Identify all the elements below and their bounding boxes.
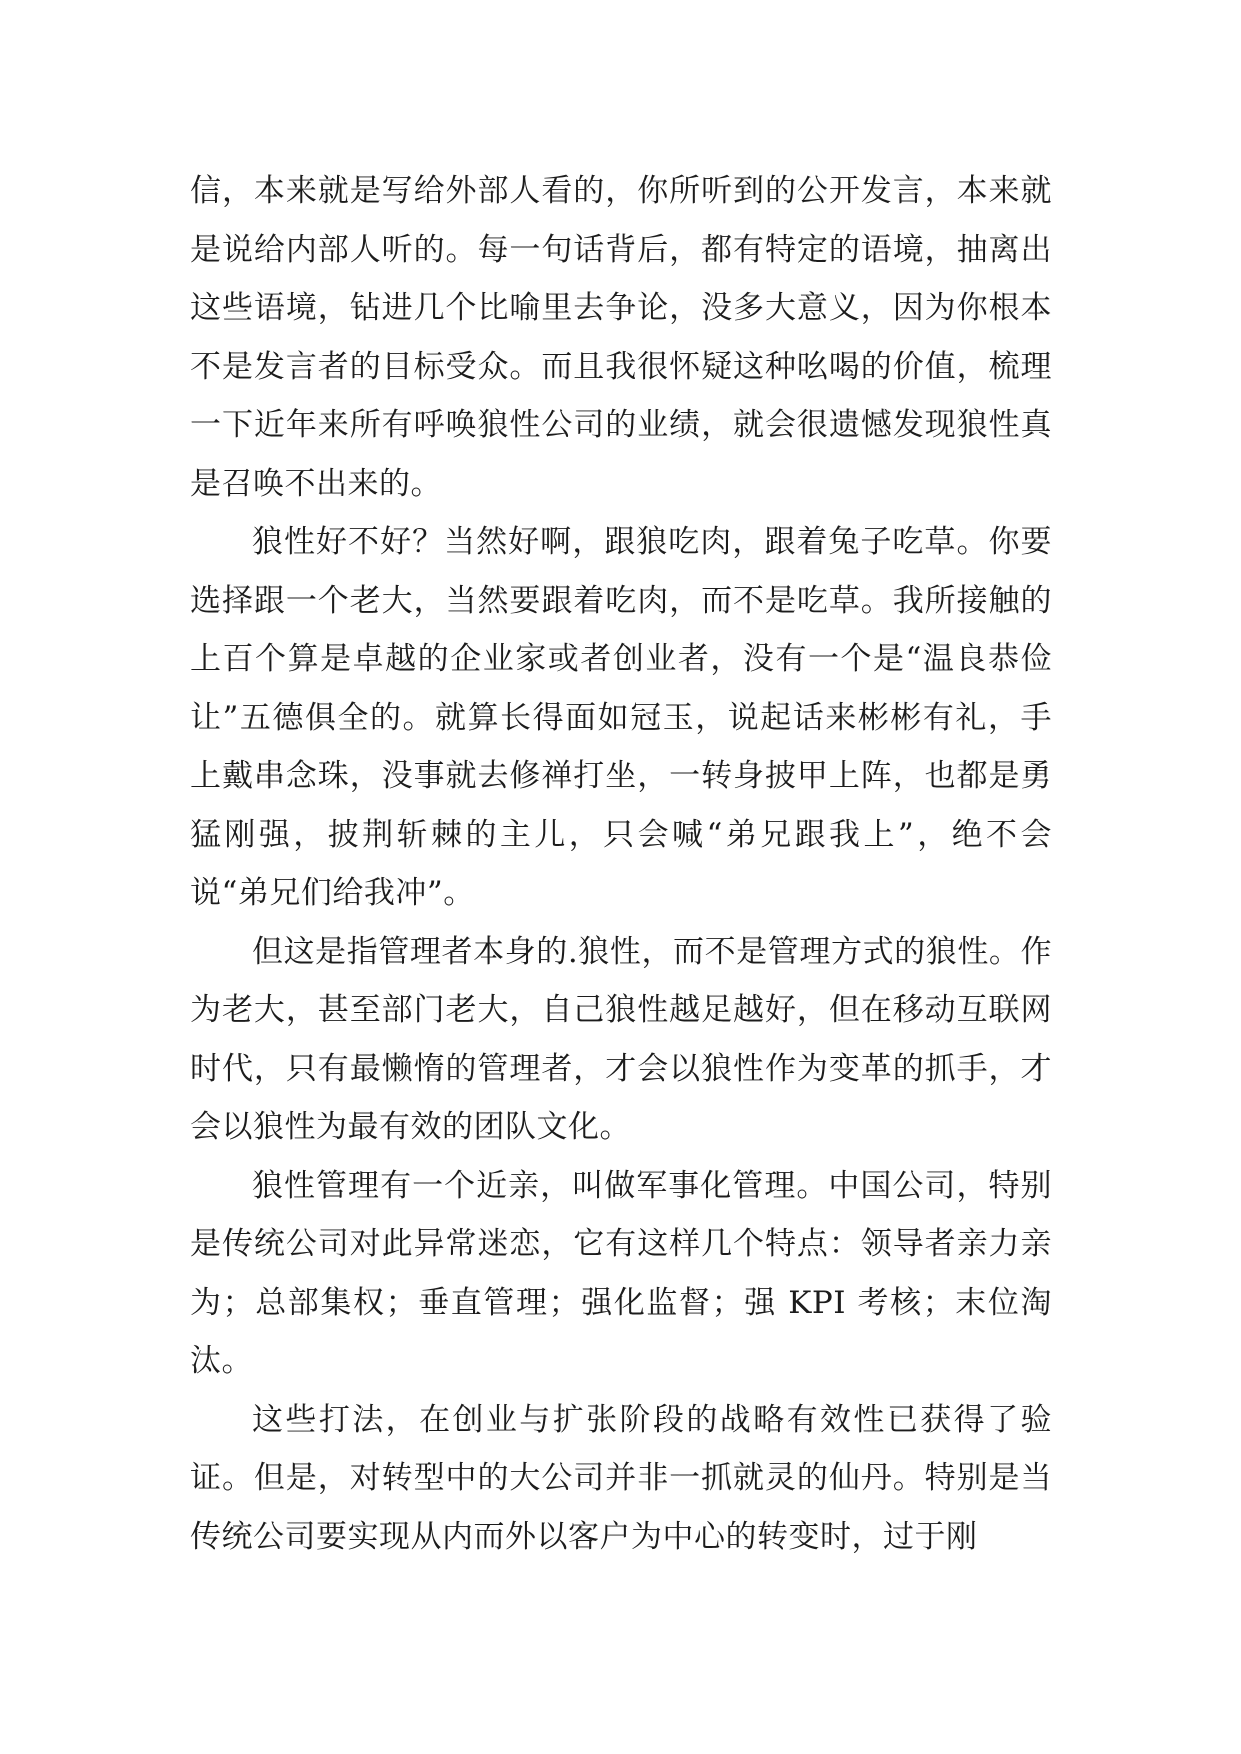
body-text [190,162,1052,1566]
paragraph-4: 狼性管理有一个近亲，叫做军事化管理。中国公司，特别是传统公司对此异常迷恋，它有这样几个特点：领导者亲力亲为；总部集权；垂直管理；强化监督；强 KPI 考核；末位淘汰。 [190,1167,1052,1379]
paragraph-3: 但这是指管理者本身的.狼性，而不是管理方式的狼性。作为老大，甚至部门老大，自己狼性越足越好，但在移动互联网时代，只有最懒惰的管理者，才会以狼性作为变革的抓手，才会以狼性为最有效的团队文化。 [190,933,1052,1145]
paragraph-5: 这些打法，在创业与扩张阶段的战略有效性已获得了验证。但是，对转型中的大公司并非一抓就灵的仙丹。特别是当传统公司要实现从内而外以客户为中心的转变时，过于刚 [190,1401,1052,1555]
paragraph-2: 狼性好不好？当然好啊，跟狼吃肉，跟着兔子吃草。你要选择跟一个老大，当然要跟着吃肉，而不是吃草。我所接触的上百个算是卓越的企业家或者创业者，没有一个是“温良恭俭让”五德俱全的。就算长得面如冠玉，说起话来彬彬有礼，手上戴串念珠，没事就去修禅打坐，一转身披甲上阵，也都是勇猛刚强，披荆斩棘的主儿，只会喊“弟兄跟我上”，绝不会说“弟兄们给我冲”。 [190,524,1052,911]
paragraph-1: 信，本来就是写给外部人看的，你所听到的公开发言，本来就是说给内部人听的。每一句话背后，都有特定的语境，抽离出这些语境，钻进几个比喻里去争论，没多大意义，因为你根本不是发言者的目标受众。而且我很怀疑这种吆喝的价值，梳理一下近年来所有呼唤狼性公司的业绩，就会很遗憾发现狼性真是召唤不出来的。 [190,173,1052,502]
